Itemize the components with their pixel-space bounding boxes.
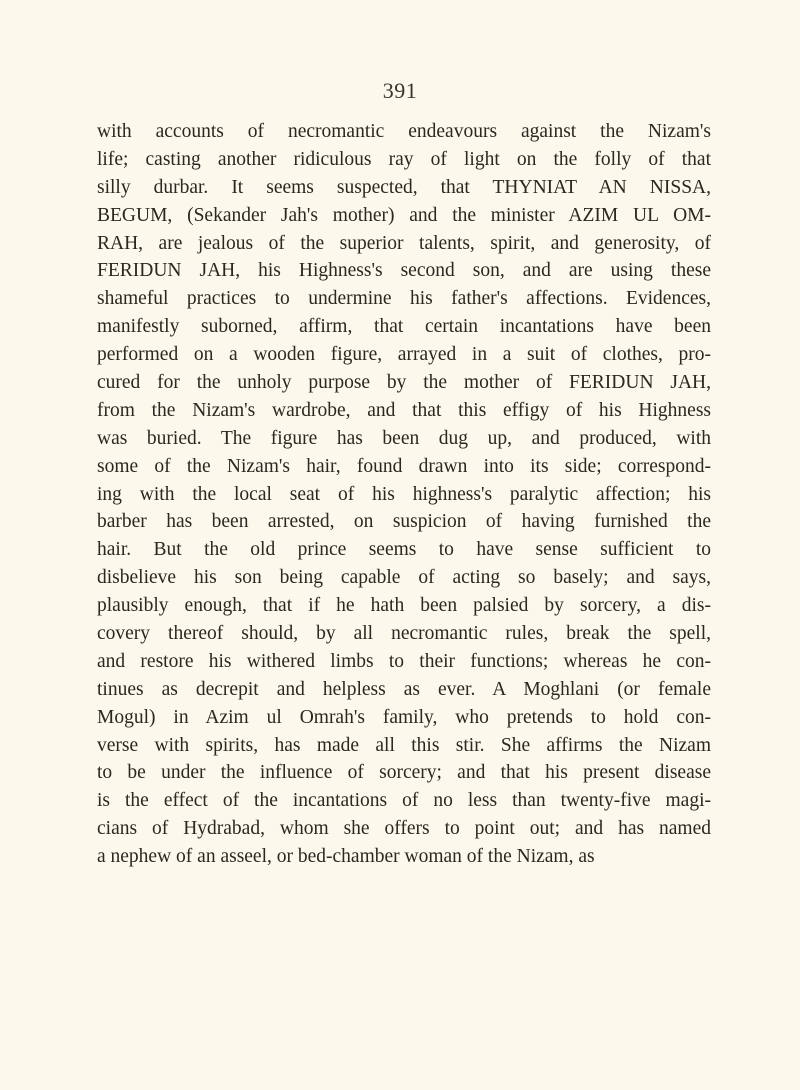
text-line: shameful practices to undermine his father's affections. Evidences,	[97, 288, 711, 310]
text-line: disbelieve his son being capable of acting so basely; and says,	[97, 567, 711, 589]
text-line: verse with spirits, has made all this stir. She affirms the Nizam	[97, 734, 711, 756]
text-line: a nephew of an asseel, or bed-chamber woman of the Nizam, as	[97, 846, 595, 868]
text-line: FERIDUN JAH, his Highness's second son, and are using these	[97, 260, 711, 282]
text-line: ing with the local seat of his highness's paralytic affection; his	[97, 483, 711, 505]
text-line: manifestly suborned, affirm, that certain incantations have been	[97, 316, 711, 338]
text-line: tinues as decrepit and helpless as ever. A Moghlani (or female	[97, 678, 711, 700]
text-line: hair. But the old prince seems to have sense sufficient to	[97, 539, 711, 561]
body-text	[97, 118, 711, 871]
text-line: covery thereof should, by all necromantic rules, break the spell,	[97, 623, 711, 645]
text-line: RAH, are jealous of the superior talents, spirit, and generosity, of	[97, 232, 711, 254]
text-line: is the effect of the incantations of no less than twenty-five magi-	[97, 790, 711, 812]
text-line: barber has been arrested, on suspicion of having furnished the	[97, 511, 711, 533]
text-line: cured for the unholy purpose by the mother of FERIDUN JAH,	[97, 372, 711, 394]
text-line: cians of Hydrabad, whom she offers to point out; and has named	[97, 818, 711, 840]
text-line: performed on a wooden figure, arrayed in a suit of clothes, pro-	[97, 344, 711, 366]
text-line: silly durbar. It seems suspected, that THYNIAT AN NISSA,	[97, 176, 711, 198]
text-line: plausibly enough, that if he hath been palsied by sorcery, a dis-	[97, 595, 711, 617]
text-line: life; casting another ridiculous ray of light on the folly of that	[97, 148, 711, 170]
text-line: from the Nizam's wardrobe, and that this effigy of his Highness	[97, 399, 711, 421]
text-line: to be under the influence of sorcery; and that his present disease	[97, 762, 711, 784]
text-line: Mogul) in Azim ul Omrah's family, who pretends to hold con-	[97, 706, 711, 728]
text-line: with accounts of necromantic endeavours against the Nizam's	[97, 121, 711, 142]
text-line: and restore his withered limbs to their functions; whereas he con-	[97, 650, 711, 672]
text-line: was buried. The figure has been dug up, and produced, with	[97, 427, 711, 449]
text-line: BEGUM, (Sekander Jah's mother) and the minister AZIM UL OM-	[97, 204, 711, 226]
page-number: 391	[382, 78, 418, 103]
text-line: some of the Nizam's hair, found drawn into its side; correspond-	[97, 455, 711, 477]
